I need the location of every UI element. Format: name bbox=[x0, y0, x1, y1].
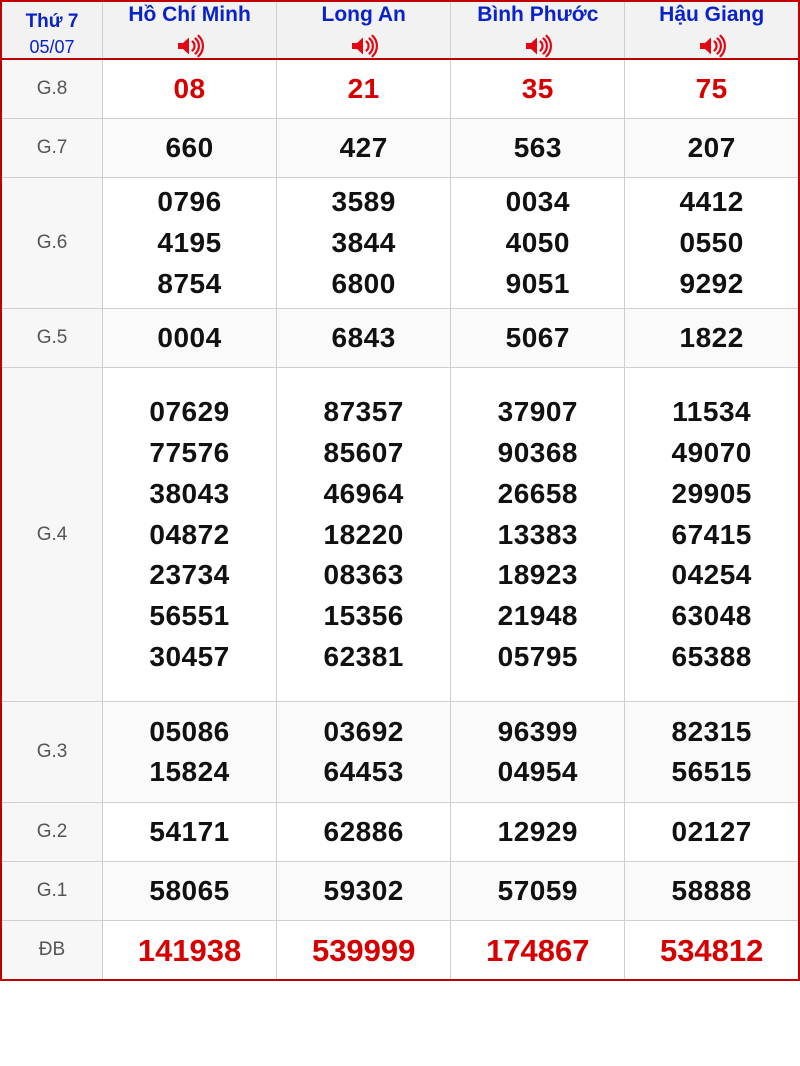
prize-number: 6800 bbox=[331, 267, 396, 299]
prize-number: 56515 bbox=[671, 756, 752, 788]
prize-numbers-cell bbox=[277, 702, 451, 803]
prize-number: 0796 bbox=[157, 186, 222, 218]
prize-number: 58065 bbox=[149, 875, 230, 906]
prize-numbers-cell bbox=[625, 862, 799, 921]
prize-numbers-cell bbox=[625, 921, 799, 981]
prize-numbers-cell bbox=[625, 702, 799, 803]
weekday-label: Thứ 7 bbox=[25, 11, 79, 33]
prize-number: 04872 bbox=[149, 518, 230, 550]
prize-numbers-cell bbox=[625, 178, 799, 309]
prize-number: 534812 bbox=[659, 932, 764, 968]
prize-number: 18923 bbox=[497, 559, 578, 591]
prize-numbers-cell bbox=[625, 119, 799, 178]
prize-row bbox=[1, 702, 799, 803]
prize-label: G.2 bbox=[1, 803, 103, 862]
prize-numbers-cell bbox=[451, 59, 625, 119]
prize-number: 15356 bbox=[323, 600, 404, 632]
prize-row bbox=[1, 368, 799, 702]
prize-number: 0034 bbox=[505, 186, 570, 218]
prize-number: 11534 bbox=[672, 395, 752, 427]
prize-row bbox=[1, 803, 799, 862]
prize-label: G.3 bbox=[1, 702, 103, 803]
prize-number: 539999 bbox=[311, 932, 416, 968]
prize-number: 9292 bbox=[679, 267, 744, 299]
prize-number: 64453 bbox=[323, 756, 404, 788]
prize-number: 62886 bbox=[323, 816, 404, 847]
prize-number: 07629 bbox=[149, 395, 230, 427]
prize-numbers-cell bbox=[277, 921, 451, 981]
prize-number: 0550 bbox=[679, 227, 744, 258]
prize-numbers-cell bbox=[625, 803, 799, 862]
prize-number: 427 bbox=[339, 132, 388, 163]
prize-label: G.8 bbox=[1, 59, 103, 119]
prize-number: 62381 bbox=[323, 641, 404, 673]
prize-label: ĐB bbox=[1, 921, 103, 981]
prize-label: G.1 bbox=[1, 862, 103, 921]
prize-number: 82315 bbox=[671, 715, 752, 747]
prize-number: 15824 bbox=[149, 756, 230, 788]
prize-numbers-cell bbox=[103, 862, 277, 921]
prize-number: 9051 bbox=[505, 267, 570, 299]
prize-numbers-cell bbox=[103, 921, 277, 981]
prize-number: 35 bbox=[521, 73, 554, 104]
prize-number: 21948 bbox=[497, 600, 578, 632]
prize-number: 57059 bbox=[497, 875, 578, 906]
prize-number: 54171 bbox=[149, 816, 230, 847]
prize-number: 13383 bbox=[497, 518, 578, 550]
prize-numbers-cell bbox=[103, 178, 277, 309]
prize-number: 05086 bbox=[149, 715, 230, 747]
prize-number: 4412 bbox=[679, 186, 744, 218]
prize-number: 174867 bbox=[486, 932, 590, 968]
prize-numbers-cell bbox=[277, 862, 451, 921]
prize-number: 08363 bbox=[323, 559, 404, 591]
prize-number: 77576 bbox=[149, 436, 230, 468]
date-label: 05/07 bbox=[29, 36, 75, 57]
prize-number: 04254 bbox=[671, 559, 752, 591]
speaker-icon[interactable] bbox=[625, 34, 798, 58]
prize-numbers-cell bbox=[103, 702, 277, 803]
prize-row bbox=[1, 309, 799, 368]
table-body bbox=[1, 59, 799, 980]
prize-number: 02127 bbox=[671, 816, 752, 847]
prize-number: 30457 bbox=[149, 641, 230, 673]
prize-number: 18220 bbox=[323, 518, 404, 550]
prize-number: 12929 bbox=[497, 816, 578, 847]
prize-number: 85607 bbox=[323, 436, 404, 468]
prize-number: 49070 bbox=[671, 436, 752, 468]
prize-number: 05795 bbox=[497, 641, 578, 673]
header-row bbox=[1, 1, 799, 59]
prize-numbers-cell bbox=[451, 803, 625, 862]
province-name-2: Long An bbox=[321, 3, 406, 26]
province-header-4[interactable] bbox=[625, 1, 799, 59]
province-name-1: Hồ Chí Minh bbox=[128, 3, 251, 26]
speaker-icon[interactable] bbox=[451, 34, 624, 58]
prize-number: 1822 bbox=[679, 322, 744, 353]
prize-number: 65388 bbox=[671, 641, 752, 673]
prize-number: 0004 bbox=[157, 322, 222, 353]
prize-numbers-cell bbox=[451, 368, 625, 702]
prize-numbers-cell bbox=[277, 309, 451, 368]
prize-number: 67415 bbox=[671, 518, 752, 550]
prize-number: 141938 bbox=[137, 932, 242, 968]
province-name-4: Hậu Giang bbox=[659, 3, 765, 26]
prize-numbers-cell bbox=[277, 803, 451, 862]
prize-label: G.7 bbox=[1, 119, 103, 178]
prize-number: 5067 bbox=[505, 322, 570, 353]
prize-numbers-cell bbox=[277, 59, 451, 119]
prize-numbers-cell bbox=[103, 368, 277, 702]
prize-number: 56551 bbox=[149, 600, 230, 632]
prize-number: 8754 bbox=[157, 267, 222, 299]
speaker-icon[interactable] bbox=[103, 34, 276, 58]
prize-label: G.6 bbox=[1, 178, 103, 309]
prize-number: 08 bbox=[173, 73, 206, 104]
prize-number: 04954 bbox=[497, 756, 578, 788]
prize-numbers-cell bbox=[277, 119, 451, 178]
province-header-3[interactable] bbox=[451, 1, 625, 59]
prize-number: 4050 bbox=[505, 227, 570, 258]
prize-numbers-cell bbox=[103, 803, 277, 862]
prize-numbers-cell bbox=[451, 119, 625, 178]
prize-number: 63048 bbox=[671, 600, 752, 632]
prize-number: 26658 bbox=[497, 477, 578, 509]
prize-row bbox=[1, 178, 799, 309]
prize-numbers-cell bbox=[277, 178, 451, 309]
prize-number: 563 bbox=[513, 132, 562, 163]
prize-numbers-cell bbox=[625, 59, 799, 119]
prize-label: G.4 bbox=[1, 368, 103, 702]
prize-numbers-cell bbox=[451, 702, 625, 803]
prize-number: 660 bbox=[165, 132, 214, 163]
province-header-2[interactable] bbox=[277, 1, 451, 59]
prize-label: G.5 bbox=[1, 309, 103, 368]
prize-numbers-cell bbox=[625, 309, 799, 368]
prize-number: 37907 bbox=[497, 395, 578, 427]
prize-number: 3844 bbox=[331, 227, 396, 258]
prize-number: 96399 bbox=[497, 715, 578, 747]
prize-number: 38043 bbox=[149, 477, 230, 509]
prize-numbers-cell bbox=[451, 921, 625, 981]
prize-number: 75 bbox=[695, 73, 728, 104]
prize-numbers-cell bbox=[451, 309, 625, 368]
prize-number: 03692 bbox=[323, 715, 404, 747]
prize-row bbox=[1, 921, 799, 981]
table-header bbox=[1, 1, 799, 59]
date-header bbox=[1, 1, 103, 59]
prize-numbers-cell bbox=[451, 178, 625, 309]
prize-number: 59302 bbox=[323, 875, 404, 906]
prize-number: 4195 bbox=[157, 227, 222, 258]
prize-number: 23734 bbox=[149, 559, 230, 591]
prize-row bbox=[1, 119, 799, 178]
speaker-icon[interactable] bbox=[277, 34, 450, 58]
prize-numbers-cell bbox=[103, 59, 277, 119]
prize-number: 29905 bbox=[671, 477, 752, 509]
prize-numbers-cell bbox=[103, 309, 277, 368]
prize-number: 21 bbox=[347, 73, 380, 104]
prize-number: 58888 bbox=[671, 875, 752, 906]
province-name-3: Bình Phước bbox=[477, 3, 599, 26]
prize-row bbox=[1, 59, 799, 119]
province-header-1[interactable] bbox=[103, 1, 277, 59]
prize-row bbox=[1, 862, 799, 921]
prize-number: 6843 bbox=[331, 322, 396, 353]
prize-number: 87357 bbox=[323, 395, 404, 427]
prize-number: 90368 bbox=[497, 436, 578, 468]
prize-numbers-cell bbox=[103, 119, 277, 178]
prize-numbers-cell bbox=[277, 368, 451, 702]
prize-number: 207 bbox=[687, 132, 736, 163]
prize-numbers-cell bbox=[451, 862, 625, 921]
prize-number: 46964 bbox=[323, 477, 404, 509]
prize-numbers-cell bbox=[625, 368, 799, 702]
prize-number: 3589 bbox=[331, 186, 396, 218]
